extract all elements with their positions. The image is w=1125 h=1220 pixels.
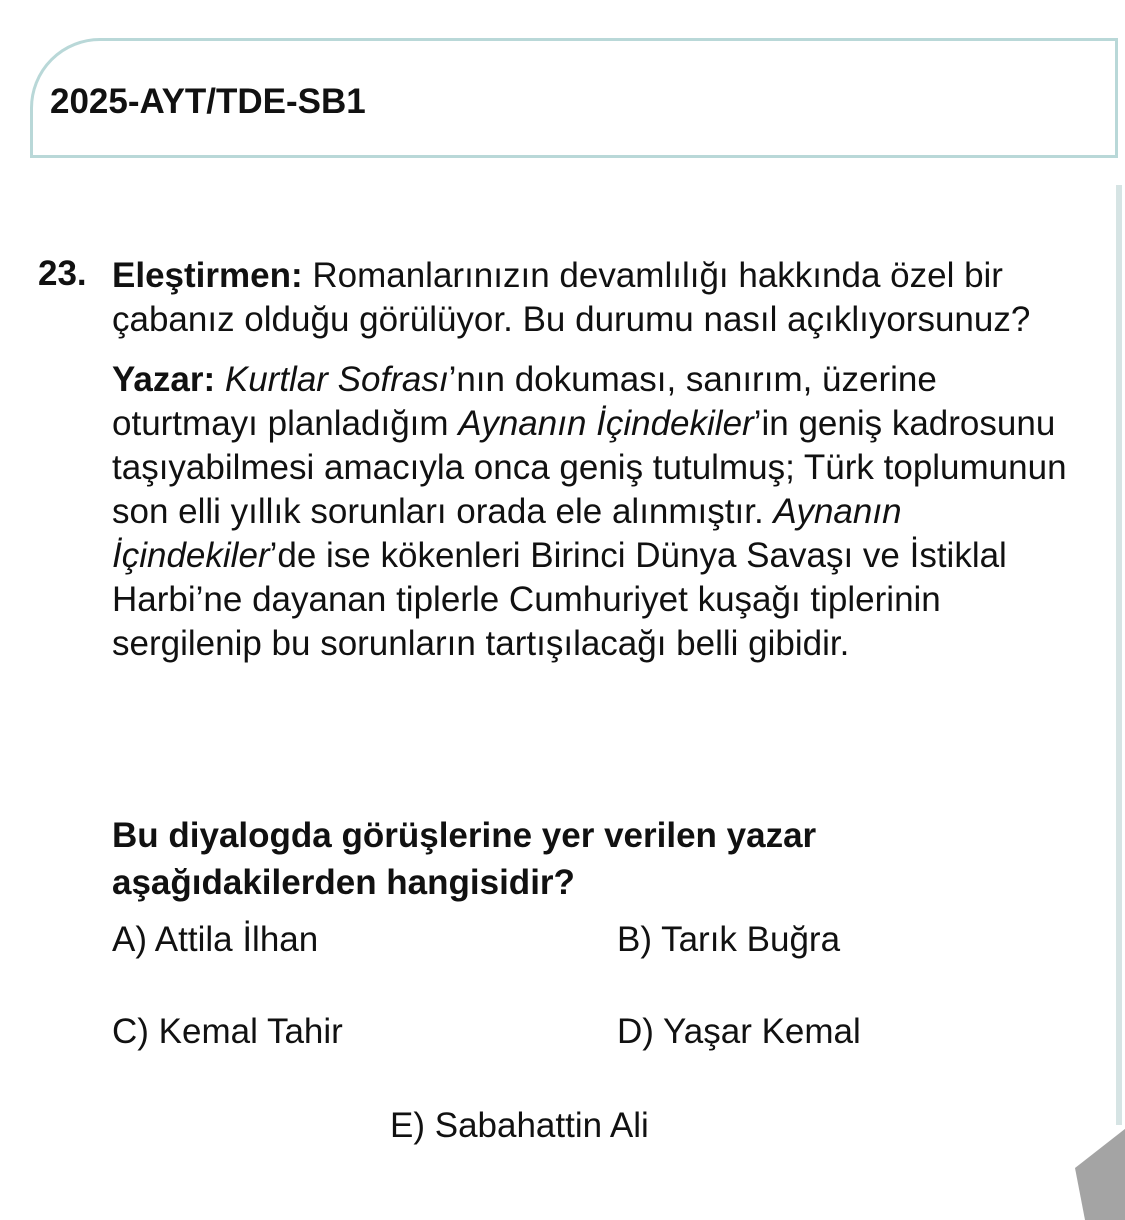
critic-label: Eleştirmen:: [112, 256, 303, 295]
option-e[interactable]: E) Sabahattin Ali: [390, 1106, 649, 1145]
author-label: Yazar:: [112, 360, 216, 399]
prompt-line-1: Bu diyalogda görüşlerine yer verilen yazar: [112, 816, 817, 855]
author-text-4: ’de ise kökenleri Birinci Dünya Savaşı ve İstiklal Harbi’ne dayanan tiplerle Cumhuriyet kuşağı tiplerinin sergilenip bu sorunların tartışılacağı belli gibidir.: [112, 536, 1007, 663]
critic-paragraph: [112, 254, 1072, 342]
option-d[interactable]: D) Yaşar Kemal: [617, 1012, 861, 1051]
exam-code: 2025-AYT/TDE-SB1: [50, 82, 366, 121]
author-text-1: [215, 360, 225, 399]
page-edge-rule: [1116, 185, 1122, 1125]
work-title-3: Aynanın İçindekiler: [112, 492, 902, 575]
author-paragraph: [112, 358, 1072, 666]
author-text-2: ’nın dokuması, sanırım, üzerine oturtmayı planladığım: [112, 360, 937, 443]
question-prompt: [112, 812, 1012, 906]
option-a[interactable]: A) Attila İlhan: [112, 920, 319, 959]
page-corner-fold: [1070, 1120, 1125, 1220]
question-number: 23.: [38, 254, 87, 293]
option-b[interactable]: B) Tarık Buğra: [617, 920, 841, 959]
question-body: [112, 254, 1072, 666]
option-c[interactable]: C) Kemal Tahir: [112, 1012, 343, 1051]
prompt-line-2: aşağıdakilerden hangisidir?: [112, 863, 575, 902]
work-title-2: Aynanın İçindekiler: [458, 404, 754, 443]
critic-text: Romanlarınızın devamlılığı hakkında özel bir çabanız olduğu görülüyor. Bu durumu nasıl açıklıyorsunuz?: [112, 256, 1031, 339]
author-text-3: ’in geniş kadrosunu taşıyabilmesi amacıyla onca geniş tutulmuş; Türk toplumunun son elli yıllık sorunları orada ele alınmıştır.: [112, 404, 1067, 531]
work-title-1: Kurtlar Sofrası: [224, 360, 449, 399]
